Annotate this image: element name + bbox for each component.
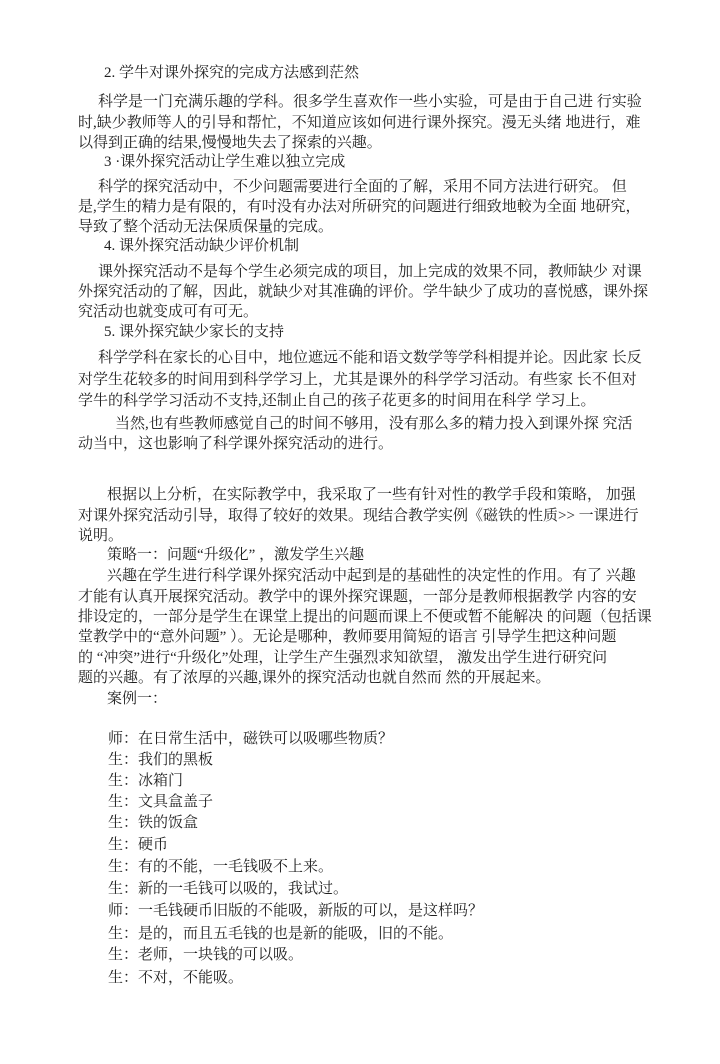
paragraph-line: 兴趣在学生进行科学课外探究活动中起到是的基础性的决定性的作用。有了 兴趣	[107, 568, 636, 584]
heading-5: 5. 课外探究缺少家长的支持	[104, 324, 285, 340]
paragraph-line: 外探究活动的了解，因此，就缺少对其准确的评价。学牛缺少了成功的喜悦感，课外探	[78, 284, 649, 300]
paragraph-line: 堂教学中的“意外问题” ）。无论是哪种，教师要用简短的语言 引导学生把这种问题	[78, 629, 617, 645]
case-heading: 案例一：	[107, 691, 168, 707]
paragraph-line: 对课外探究活动引导，取得了较好的效果。现结合教学实例《磁铁的性质>> 一课进行	[78, 508, 639, 524]
dialog-line: 师：在日常生活中，磁铁可以吸哪些物质？	[108, 731, 394, 747]
paragraph-line: 以得到正确的结果,慢慢地失去了探索的兴趣。	[78, 135, 382, 151]
paragraph-line: 当然,也有些教师感觉自己的时间不够用，没有那么多的精力投入到课外探 究活	[115, 416, 633, 432]
paragraph-line: 科学是一门充满乐趣的学科。很多学生喜欢作一些小实验，可是由于自己进 行实验	[98, 94, 642, 110]
dialog-line: 生：我们的黑板	[108, 752, 214, 768]
dialog-line: 生：文具盒盖子	[108, 794, 214, 810]
paragraph-line: 对学生花较多的时间用到科学学习上，尤其是课外的科学学习活动。有些家 长不但对	[78, 372, 637, 388]
heading-3: 3 ·课外探究活动让学生难以独立完成	[104, 154, 346, 170]
paragraph-line: 根据以上分析，在实际教学中，我采取了一些有针对性的教学手段和策略， 加强	[107, 487, 636, 503]
paragraph-line: 课外探究活动不是每个学生必须完成的项目，加上完成的效果不同，教师缺少 对课	[98, 264, 642, 280]
paragraph-line: 排设定的，一部分是学生在课堂上提出的问题而课上不便或暂不能解决 的问题（包括课	[78, 609, 652, 625]
paragraph-line: 才能有认真开展探究活动。教学中的课外探究课题，一部分是教师根据教学 内容的安	[78, 589, 637, 605]
dialog-line: 生：铁的饭盒	[108, 815, 199, 831]
paragraph-line: 究活动也就变成可有可无。	[78, 304, 259, 320]
dialog-line: 生：硬币	[108, 837, 169, 853]
paragraph-line: 是,学生的精力是有限的，有吋没有办法对所研究的问题进行细致地較为全面 地研究，	[78, 199, 641, 215]
paragraph-line: 科学的探究活动中，不少问题需要进行全面的了解，采用不同方法进行研究。 但	[98, 179, 627, 195]
paragraph-line: 动当中，这也影响了科学课外探究活动的进行。	[78, 436, 394, 452]
dialog-line: 生：不对，不能吸。	[108, 970, 244, 986]
paragraph-line: 的 “冲突”进行“升级化”处理，让学生产生强烈求知欲望， 激发出学生进行研究问	[78, 650, 608, 666]
dialog-line: 生：是的，而且五毛钱的也是新的能吸，旧的不能。	[108, 926, 454, 942]
dialog-line: 生：老师，一块钱的可以吸。	[108, 947, 304, 963]
paragraph-line: 时,缺少教师等人的引导和帮忙，不知道应该如何进行课外探究。漫无头绪 地进行，难	[78, 115, 641, 131]
paragraph-line: 导致了整个活动无法保质保量的完成。	[78, 219, 334, 235]
dialog-line: 生：新的一毛钱可以吸的，我试过。	[108, 881, 349, 897]
paragraph-line: 科学学科在家长的心目中，地位遮远不能和语文数学等学科相提并论。因此家 长反	[98, 350, 642, 366]
strategy-heading: 策略一：问题“升级化” ，激发学生兴趣	[107, 547, 365, 563]
dialog-line: 师：一毛钱硬币旧版的不能吸，新版的可以，是这样吗？	[108, 903, 484, 919]
heading-4: 4. 课外探究活动缺少评价机制	[104, 238, 300, 254]
heading-2: 2. 学牛对课外探究的完成方法感到茫然	[104, 65, 360, 81]
paragraph-line: 说明。	[78, 528, 124, 544]
dialog-line: 生：有的不能，一毛钱吸不上来。	[108, 859, 334, 875]
paragraph-line: 学牛的科学学习活动不支持,还制止自己的孩子花更多的时间用在科学 学习上。	[78, 393, 596, 409]
dialog-line: 生：冰箱门	[108, 773, 184, 789]
paragraph-line: 题的兴趣。有了浓厚的兴趣,课外的探究活动也就自然而 然的开展起来。	[78, 670, 551, 686]
